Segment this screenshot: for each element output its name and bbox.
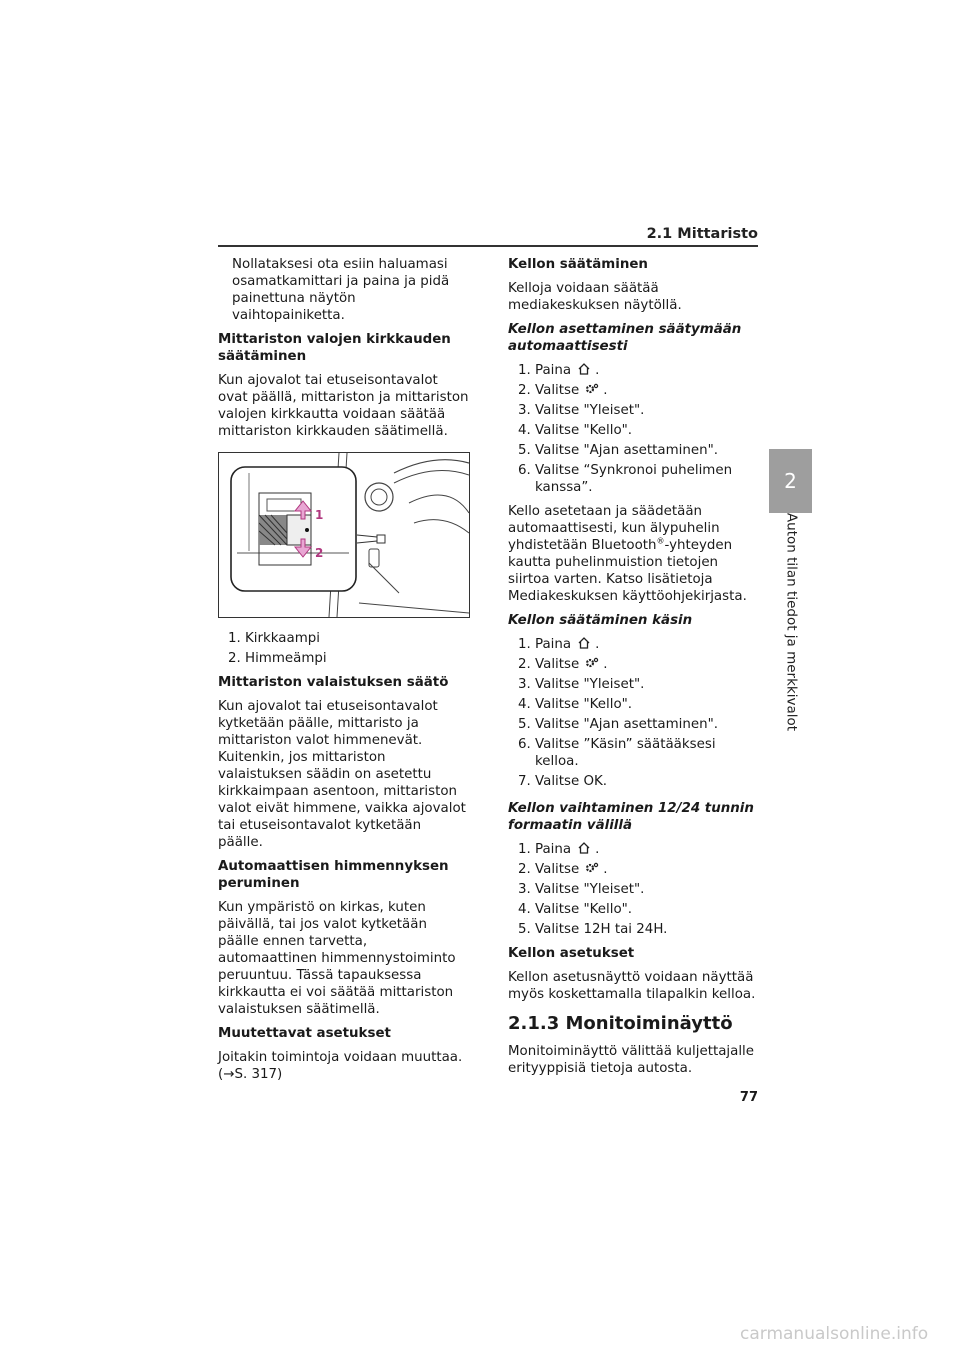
heading-brightness: Mittariston valojen kirkkauden säätäminen [218, 332, 451, 364]
auto-dimming-text: Kun ympäristö on kirkas, kuten päivällä, tai jos valot kytketään päälle ennen tarvetta, automaattinen himmennystoiminto peruuntuu. Tässä tapauksessa kirkkautta ei voi säätää mittariston valaistuksen säätimellä. [218, 900, 456, 1017]
step: 3. Valitse "Yleiset". [518, 403, 645, 418]
section-title: 2.1 Mittaristo [646, 226, 758, 242]
multi-display-text: Monitoiminäyttö välittää kuljettajalle erityyppisiä tietoja autosta. [508, 1044, 755, 1076]
step: 4. Valitse "Kello". [518, 902, 633, 917]
step: 1. Paina . [518, 363, 600, 378]
heading-clock-settings: Kellon asetukset [508, 946, 635, 961]
step: 5. Valitse 12H tai 24H. [518, 922, 668, 937]
step: 4. Valitse "Kello". [518, 423, 633, 438]
step: 5. Valitse "Ajan asettaminen". [518, 717, 718, 732]
home-icon [577, 636, 591, 650]
home-icon [577, 841, 591, 855]
settings-gear-icon [585, 861, 599, 875]
brightness-text: Kun ajovalot tai etuseisontavalot ovat päällä, mittariston ja mittariston valojen kirkkautta voidaan säätää mittariston kirkkauden säätimellä. [218, 373, 469, 439]
intro-text: Nollataksesi ota esiin haluamasi osamatkamittari ja paina ja pidä painettuna näytön vaihtopainiketta. [232, 257, 450, 323]
step: 3. Valitse "Yleiset". [518, 882, 645, 897]
left-column [218, 256, 470, 1083]
step: 1. Paina . [518, 637, 600, 652]
header-rule [218, 245, 758, 247]
home-icon [577, 362, 591, 376]
bluetooth-text: Kello asetetaan ja säädetään automaattisesti, kun älypuhelin yhdistetään Bluetooth®-yhteyden kautta puhelinmuistion tietojen siirtoa varten. Katso lisätietoja Mediakeskuksen käyttöohjekirjasta. [508, 504, 747, 604]
brightness-control-figure [218, 452, 470, 618]
figure-label-1: 1 [315, 508, 324, 522]
chapter-tab: 2 [769, 449, 812, 513]
heading-auto-dimming: Automaattisen himmennyksen peruminen [218, 859, 449, 891]
step: 2. Valitse . [518, 383, 608, 398]
page-reference[interactable]: (→S. 317) [218, 1067, 283, 1082]
step: 4. Valitse "Kello". [518, 697, 633, 712]
step: 6. Valitse “Synkronoi puhelimen kanssa”. [518, 463, 733, 495]
settings-text: Joitakin toimintoja voidaan muuttaa. (→S. 317) [218, 1050, 463, 1082]
step: 2. Valitse . [518, 657, 608, 672]
illumination-text: Kun ajovalot tai etuseisontavalot kytketään päälle, mittaristo ja mittariston valot himmenevät. Kuitenkin, jos mittariston valaistuksen säädin on asetettu kirkkaimpaan asentoon, mittariston valot eivät himmene, vaikka ajovalot tai etuseisontavalot kytketään päälle. [218, 699, 466, 850]
legend-item: 2. Himmeämpi [228, 651, 327, 666]
heading-clock-auto: Kellon asettaminen säätymään automaattisesti [508, 322, 742, 354]
settings-gear-icon [585, 656, 599, 670]
watermark: carmanualsonline.info [740, 1324, 929, 1344]
step: 3. Valitse "Yleiset". [518, 677, 645, 692]
chapter-tab-label: Auton tilan tiedot ja merkkivalot [783, 512, 800, 732]
heading-settings: Muutettavat asetukset [218, 1026, 391, 1041]
step: 2. Valitse . [518, 862, 608, 877]
figure-label-2: 2 [315, 546, 324, 560]
heading-clock-format: Kellon vaihtaminen 12/24 tunnin formaatin välillä [508, 801, 754, 833]
clock-text: Kelloja voidaan säätää mediakeskuksen näytöllä. [508, 281, 682, 313]
right-column [508, 256, 760, 1084]
heading-clock-manual: Kellon säätäminen käsin [508, 613, 693, 628]
step: 1. Paina . [518, 842, 600, 857]
heading-illumination: Mittariston valaistuksen säätö [218, 675, 449, 690]
clock-settings-text: Kellon asetusnäyttö voidaan näyttää myös koskettamalla tilapalkin kelloa. [508, 970, 756, 1002]
step: 7. Valitse OK. [518, 774, 608, 789]
step: 5. Valitse "Ajan asettaminen". [518, 443, 718, 458]
step: 6. Valitse ”Käsin” säätääksesi kelloa. [518, 737, 716, 769]
settings-gear-icon [585, 382, 599, 396]
heading-clock: Kellon säätäminen [508, 257, 648, 272]
heading-multi-display: 2.1.3 Monitoiminäyttö [508, 1013, 733, 1034]
page-number: 77 [739, 1090, 758, 1105]
legend-item: 1. Kirkkaampi [228, 631, 320, 646]
